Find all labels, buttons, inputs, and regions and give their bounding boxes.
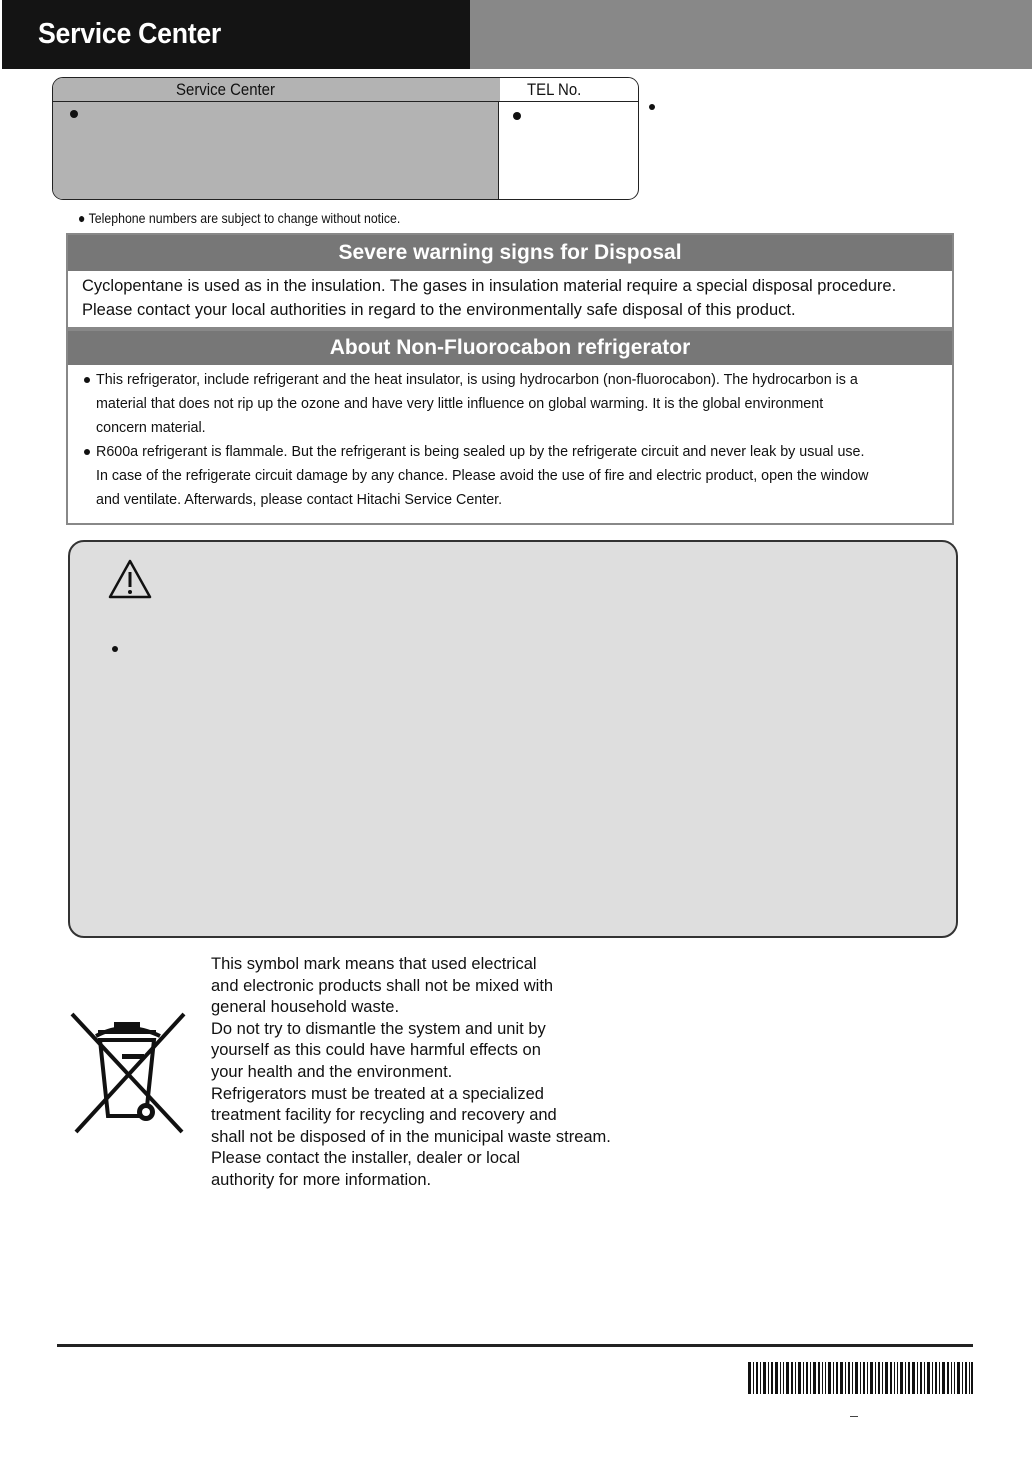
- weee-line: Refrigerators must be treated at a specialized: [211, 1084, 544, 1103]
- weee-line: Do not try to dismantle the system and unit by: [211, 1019, 546, 1038]
- weee-line: Please contact the installer, dealer or local: [211, 1149, 521, 1168]
- disposal-heading: Severe warning signs for Disposal: [68, 235, 952, 271]
- service-center-table: [52, 77, 639, 200]
- disposal-line: Cyclopentane is used as in the insulation. The gases in insulation material require a special disposal procedure.: [82, 277, 897, 295]
- bullet-line: R600a refrigerant is flammale. But the refrigerant is being sealed up by the refrigerate circuit and never leak by usual use.: [96, 444, 865, 460]
- tel-column-header-cell: [500, 78, 638, 101]
- crossed-out-bin-icon: [66, 1010, 190, 1136]
- non-fluorocarbon-body: [68, 365, 952, 512]
- bullet-icon: [84, 377, 90, 383]
- header-gray-panel: [470, 0, 1032, 69]
- weee-line: your health and the environment.: [211, 1062, 453, 1081]
- weee-line: and electronic products shall not be mixed with: [211, 976, 554, 995]
- caution-bullet: [112, 646, 118, 652]
- weee-line: This symbol mark means that used electrical: [211, 955, 537, 973]
- non-fluorocarbon-heading: About Non-Fluorocabon refrigerator: [68, 331, 952, 365]
- weee-line: general household waste.: [211, 998, 400, 1017]
- bullet-line: In case of the refrigerate circuit damage by any chance. Please avoid the use of fire and electric product, open the window: [96, 468, 869, 484]
- footer-rule: [57, 1344, 973, 1347]
- side-bullet: [649, 104, 655, 110]
- service-center-column-header: Service Center: [176, 80, 275, 99]
- caution-box: [68, 540, 958, 938]
- disposal-warning-box: [66, 233, 954, 329]
- bullet-line: and ventilate. Afterwards, please contact Hitachi Service Center.: [96, 492, 503, 508]
- non-fluorocarbon-box: [66, 329, 954, 525]
- barcode-icon: [748, 1362, 973, 1394]
- bullet-line: concern material.: [96, 420, 206, 436]
- weee-notice: [211, 954, 611, 1192]
- list-item: [83, 440, 952, 512]
- weee-line: treatment facility for recycling and recovery and: [211, 1106, 557, 1125]
- tel-bullet: [513, 112, 521, 120]
- weee-line: shall not be disposed of in the municipal waste stream.: [211, 1127, 611, 1146]
- page-title: Service Center: [38, 18, 222, 50]
- telephone-note: ● Telephone numbers are subject to change without notice.: [78, 210, 401, 226]
- service-center-bullet: [70, 110, 78, 118]
- disposal-body: [68, 271, 952, 322]
- page-header: [2, 0, 1032, 69]
- weee-line: authority for more information.: [211, 1170, 432, 1189]
- tel-column-header: TEL No.: [527, 80, 582, 99]
- weee-line: yourself as this could have harmful effects on: [211, 1041, 541, 1060]
- list-item: [83, 368, 952, 440]
- bullet-icon: [84, 449, 90, 455]
- warning-triangle-icon: [107, 558, 153, 600]
- footer-dash: [850, 1416, 858, 1417]
- disposal-line: Please contact your local authorities in regard to the environmentally safe disposal of this product.: [82, 301, 796, 319]
- bullet-line: This refrigerator, include refrigerant and the heat insulator, is using hydrocarbon (non-fluorocabon). The hydrocarbon is a: [96, 372, 858, 388]
- bullet-line: material that does not rip up the ozone and have very little influence on global warming. It is the global environment: [96, 396, 824, 412]
